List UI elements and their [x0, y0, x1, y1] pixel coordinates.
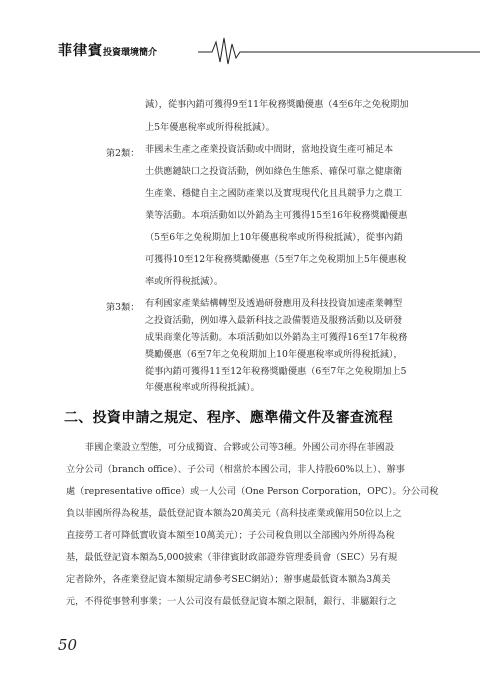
running-header [0, 30, 480, 70]
text-line: 業等活動。本項活動如以外銷為主可獲得15至16年稅務獎勵優惠 [145, 210, 408, 221]
paragraph-line: 元，不得從事營利事業；一人公司沒有最低登記資本額之限制，銀行、非屬銀行之 [66, 596, 397, 607]
paragraph-line: 立分公司（branch office）、子公司（相當於本國公司，非人持股60%以上）、辦事 [66, 464, 405, 475]
text-line: （5至6年之免稅期加上10年優惠稅率或所得稅抵減），從事內銷 [145, 232, 403, 243]
paragraph-line: 菲國企業設立型態，可分成獨資、合夥或公司等3種。外國公司亦得在菲國設 [85, 442, 395, 453]
text-line: 可獲得10至12年稅務獎勵優惠（5至7年之免稅期加上5年優惠稅 [145, 254, 407, 265]
text-line: 土供應鏈缺口之投資活動，例如綠色生態系、確保可靠之健康衛 [145, 166, 403, 177]
paragraph-line: 定者除外，各產業登記資本額規定請參考SEC網站）；辦事處最低資本額為3萬美 [66, 574, 391, 585]
header-title-sub: 投資環境簡介 [103, 48, 158, 58]
text-line: 從事內銷可獲得11至12年稅務獎勵優惠（6至7年之免稅期加上5 [145, 366, 407, 377]
category-label: 第2類： [106, 148, 140, 159]
text-line: 菲國未生產之產業投資活動或中間財，當地投資生產可補足本 [145, 144, 394, 155]
text-line: 成果商業化等活動。本項活動如以外銷為主可獲得16至17年稅務 [145, 332, 408, 343]
text-line: 之投資活動，例如導入最新科技之設備製造及服務活動以及研發 [145, 315, 403, 326]
section-heading: 二、投資申請之規定、程序、應準備文件及審查流程 [64, 410, 393, 426]
text-line: 年優惠稅率或所得稅抵減）。 [145, 382, 260, 393]
page-number: 50 [58, 636, 78, 654]
category-label: 第3類： [106, 302, 140, 313]
paragraph-line: 直接勞工者可降低實收資本額至10萬美元）；子公司稅負則以全部國內外所得為稅 [66, 530, 395, 541]
paragraph-line: 負以菲國所得為稅基，最低登記資本額為20萬美元（高科技產業或僱用50位以上之 [66, 508, 402, 519]
text-line: 率或所得稅抵減）。 [145, 276, 224, 287]
header-title [58, 40, 157, 60]
paragraph-line: 基，最低登記資本額為5,000披索（菲律賓財政部證券管理委員會（SEC）另有規 [66, 552, 398, 563]
text-line: 上5年優惠稅率或所得稅抵減）。 [145, 122, 275, 133]
text-line: 減），從事內銷可獲得9至11年稅務獎勵優惠（4至6年之免稅期加 [145, 99, 409, 110]
paragraph-line: 處（representative office）或一人公司（One Person Corporation，OPC）。分公司稅 [66, 486, 439, 497]
text-line: 獎勵優惠（6至7年之免稅期加上10年優惠稅率或所得稅抵減）， [145, 349, 403, 360]
header-title-main: 菲律賓 [58, 43, 103, 59]
text-line: 生產業、穩健自主之國防產業以及實現現代化且具競爭力之農工 [145, 188, 403, 199]
text-line: 有利國家產業結構轉型及透過研發應用及科技投資加速產業轉型 [145, 298, 403, 309]
